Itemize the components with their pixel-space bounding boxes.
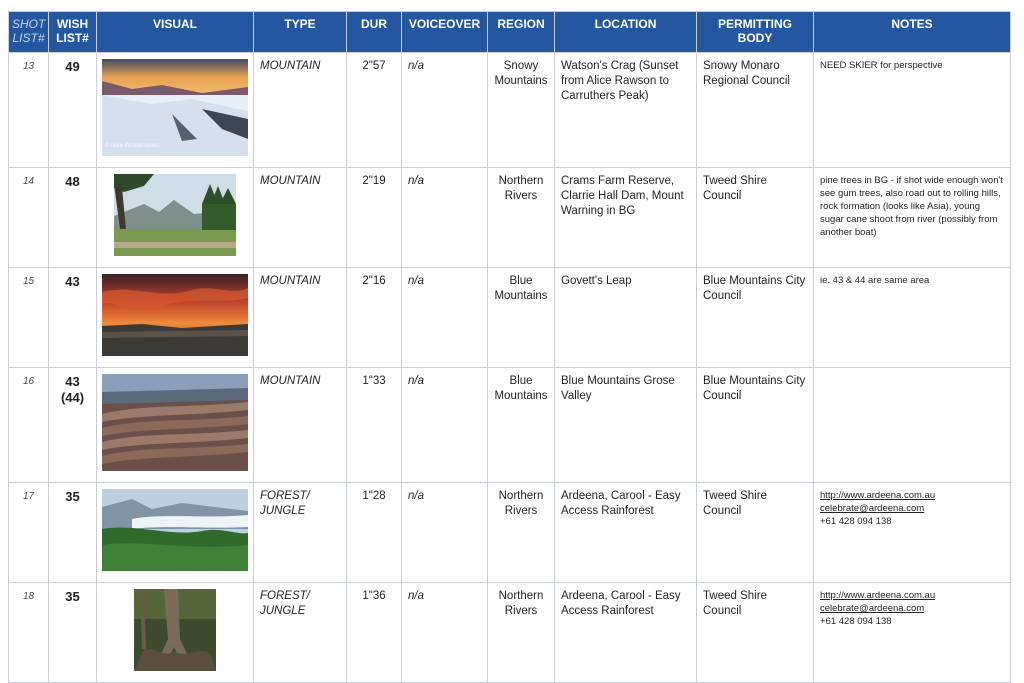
- permitting-body-cell: Tweed Shire Council: [697, 483, 814, 583]
- voiceover-cell: n/a: [402, 368, 488, 483]
- wish-number: 43: [49, 268, 97, 368]
- location-cell: Govett's Leap: [555, 268, 697, 368]
- region-cell: Blue Mountains: [488, 368, 555, 483]
- shot-number: 17: [9, 483, 49, 583]
- header-shot-list: SHOT LIST#: [9, 12, 49, 53]
- type-cell: MOUNTAIN: [254, 368, 347, 483]
- location-cell: Watson's Crag (Sunset from Alice Rawson to Carruthers Peak): [555, 53, 697, 168]
- header-region: REGION: [488, 12, 555, 53]
- region-cell: Northern Rivers: [488, 168, 555, 268]
- shot-number: 13: [9, 53, 49, 168]
- type-cell: MOUNTAIN: [254, 168, 347, 268]
- location-cell: Blue Mountains Grose Valley: [555, 368, 697, 483]
- location-cell: Ardeena, Carool - Easy Access Rainforest: [555, 483, 697, 583]
- location-cell: Ardeena, Carool - Easy Access Rainforest: [555, 583, 697, 683]
- email-link[interactable]: celebrate@ardeena.com: [820, 503, 925, 514]
- voiceover-cell: n/a: [402, 583, 488, 683]
- permitting-body-cell: Snowy Monaro Regional Council: [697, 53, 814, 168]
- location-cell: Crams Farm Reserve, Clarrie Hall Dam, Mount Warning in BG: [555, 168, 697, 268]
- region-cell: Northern Rivers: [488, 583, 555, 683]
- website-link[interactable]: http://www.ardeena.com.au: [820, 590, 936, 601]
- shot-list-table: [8, 11, 1011, 683]
- permitting-body-cell: Tweed Shire Council: [697, 168, 814, 268]
- govetts-leap-sunset-image: [102, 274, 248, 356]
- dur-cell: 2"16: [347, 268, 402, 368]
- dur-cell: 1"28: [347, 483, 402, 583]
- header-dur: DUR: [347, 12, 402, 53]
- permitting-body-cell: Tweed Shire Council: [697, 583, 814, 683]
- voiceover-cell: n/a: [402, 168, 488, 268]
- type-cell: MOUNTAIN: [254, 53, 347, 168]
- phone-number: +61 428 094 138: [820, 616, 892, 627]
- shot-number: 15: [9, 268, 49, 368]
- dur-cell: 1"33: [347, 368, 402, 483]
- permitting-body-cell: Blue Mountains City Council: [697, 268, 814, 368]
- table-row: [9, 368, 1011, 483]
- email-link[interactable]: celebrate@ardeena.com: [820, 603, 925, 614]
- image-watermark: © Nike Winterhaven: [105, 143, 159, 149]
- region-cell: Snowy Mountains: [488, 53, 555, 168]
- shot-number: 18: [9, 583, 49, 683]
- table-row: [9, 53, 1011, 168]
- table-row: [9, 483, 1011, 583]
- type-cell: FOREST/ JUNGLE: [254, 483, 347, 583]
- type-cell: FOREST/ JUNGLE: [254, 583, 347, 683]
- shot-number: 14: [9, 168, 49, 268]
- notes-text: NEED SKIER for perspective: [820, 60, 943, 71]
- header-voiceover: VOICEOVER: [402, 12, 488, 53]
- region-cell: Blue Mountains: [488, 268, 555, 368]
- dur-cell: 2"19: [347, 168, 402, 268]
- wish-number: 43 (44): [49, 368, 97, 483]
- region-cell: Northern Rivers: [488, 483, 555, 583]
- header-type: TYPE: [254, 12, 347, 53]
- wish-number: 35: [49, 583, 97, 683]
- dur-cell: 1"36: [347, 583, 402, 683]
- header-location: LOCATION: [555, 12, 697, 53]
- voiceover-cell: n/a: [402, 268, 488, 368]
- grose-valley-rock-image: [102, 374, 248, 471]
- notes-text: ie. 43 & 44 are same area: [820, 275, 930, 286]
- header-wish-list: WISH LIST#: [49, 12, 97, 53]
- shot-number: 16: [9, 368, 49, 483]
- header-notes: NOTES: [814, 12, 1011, 53]
- header-row: [9, 12, 1011, 53]
- header-visual: VISUAL: [97, 12, 254, 53]
- type-cell: MOUNTAIN: [254, 268, 347, 368]
- header-permitting-body: PERMITTING BODY: [697, 12, 814, 53]
- table-row: [9, 583, 1011, 683]
- dur-cell: 2"57: [347, 53, 402, 168]
- permitting-body-cell: Blue Mountains City Council: [697, 368, 814, 483]
- rainforest-valley-mist-image: [102, 489, 248, 571]
- rainforest-fig-tree-image: [134, 589, 216, 671]
- voiceover-cell: n/a: [402, 483, 488, 583]
- wish-number: 49: [49, 53, 97, 168]
- wish-number: 35: [49, 483, 97, 583]
- mountain-dam-landscape-image: [114, 174, 236, 256]
- phone-number: +61 428 094 138: [820, 516, 892, 527]
- notes-text: pine trees in BG - if shot wide enough won't see gum trees, also road out to rolling hills, rock formation (looks like Asia), young sugar cane shoot from river (possibly from another boat): [820, 175, 1003, 238]
- table-row: [9, 168, 1011, 268]
- snowy-mountain-sunset-image: [102, 59, 248, 156]
- voiceover-cell: n/a: [402, 53, 488, 168]
- website-link[interactable]: http://www.ardeena.com.au: [820, 490, 936, 501]
- wish-number: 48: [49, 168, 97, 268]
- table-row: [9, 268, 1011, 368]
